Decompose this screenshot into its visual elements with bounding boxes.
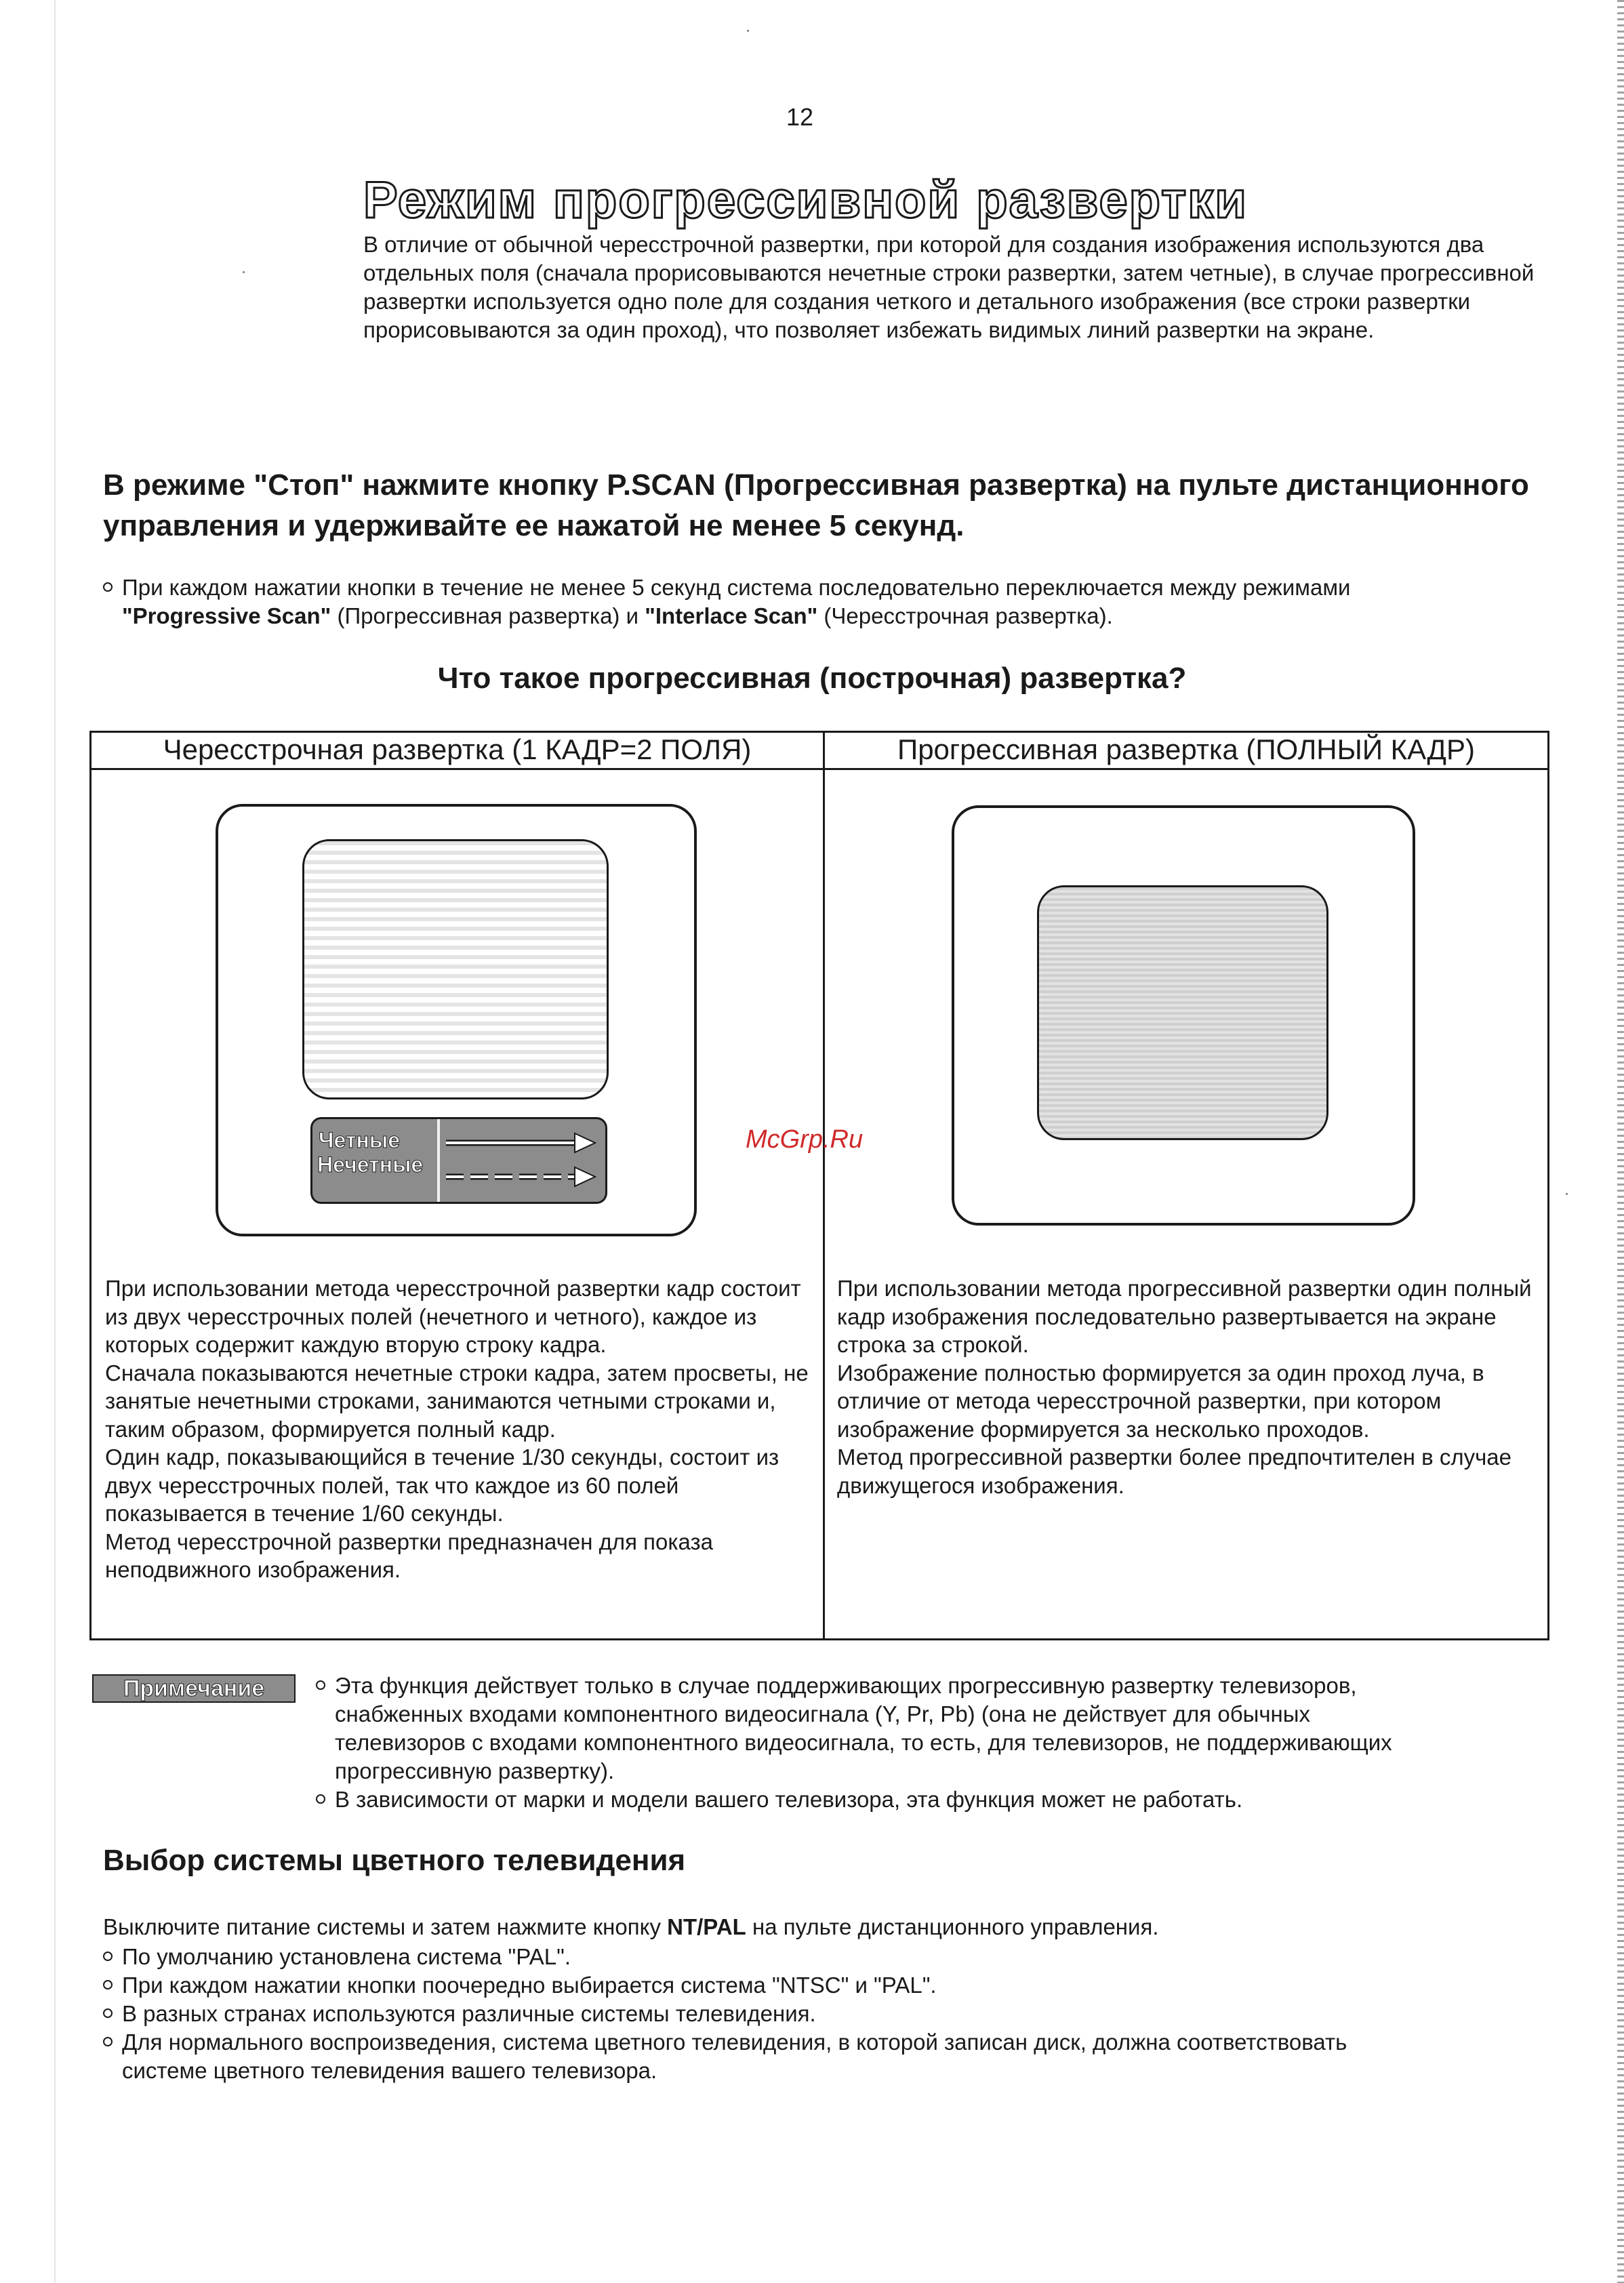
bullet-pscan — [103, 573, 1560, 630]
interlace-text-4: Метод чересстрочной развертки предназначен для показа неподвижного изображения. — [105, 1529, 714, 1582]
legend-divider — [437, 1119, 440, 1202]
color-system-title: Выбор системы цветного телевидения — [103, 1844, 686, 1877]
scan-speck — [1566, 1193, 1568, 1195]
bullet-icon — [316, 1680, 325, 1690]
progressive-scan-label: "Progressive Scan" — [122, 603, 331, 628]
intro-paragraph: В отличие от обычной чересстрочной развертки, при которой для создания изображения используются два отдельных поля (сначала прорисовываются нечетные строки развертки, затем четные), в случае прогрессивной развертки используется одно поле для создания четкого и детального изображения (все строки развертки прорисовываются за один проход), что позволяет избежать видимых линий развертки на экране. — [363, 232, 1535, 342]
bullet-icon — [103, 582, 113, 592]
note-item-1-line-4: прогрессивную развертку). — [335, 1758, 615, 1783]
scan-arrows — [442, 1123, 605, 1200]
color-item-4-line-1: Для нормального воспроизведения, система цветного телевидения, в которой записан диск, должна соответствовать — [122, 2029, 1347, 2055]
note-label: Примечание — [92, 1674, 296, 1703]
interlace-scan-label: "Interlace Scan" — [645, 603, 818, 628]
table-header-divider — [89, 768, 1549, 770]
bullet-icon — [103, 2008, 113, 2018]
progressive-description — [837, 1274, 1535, 1499]
note-item-2: В зависимости от марки и модели вашего телевизора, эта функция может не работать. — [335, 1787, 1243, 1812]
color-item-1: По умолчанию установлена система "PAL". — [122, 1944, 571, 1969]
interlace-text-3: Один кадр, показывающийся в течение 1/30 секунды, состоит из двух чересстрочных полей, так что каждое из 60 полей показывается в течение 1/60 секунды. — [105, 1444, 779, 1526]
color-intro-text-2: на пульте дистанционного управления. — [746, 1914, 1159, 1939]
bullet-pscan-text-2: (Прогрессивная развертка) и — [331, 603, 645, 628]
note-item-1-line-2: снабженных входами компонентного видеосигнала (Y, Pr, Pb) (она не действует для обычных — [335, 1701, 1310, 1726]
color-system-intro — [103, 1913, 1560, 1941]
color-item-4-line-2: системе цветного телевидения вашего телевизора. — [122, 2058, 657, 2083]
bullet-icon — [103, 1980, 113, 1989]
interlace-description — [105, 1274, 810, 1584]
table-header-interlace: Чересстрочная развертка (1 КАДР=2 ПОЛЯ) — [163, 733, 752, 765]
interlace-text-2: Сначала показываются нечетные строки кадра, затем просветы, не занятые нечетными строками, занимаются четными строками и, таким образом, формируется полный кадр. — [105, 1360, 809, 1442]
legend-even-label: Четные — [319, 1128, 400, 1152]
scan-speck — [243, 271, 245, 273]
legend-odd-label: Нечетные — [317, 1152, 424, 1177]
scan-shadow-left — [54, 0, 56, 2283]
color-item-3: В разных странах используются различные системы телевидения. — [122, 2001, 816, 2026]
progressive-text-3: Метод прогрессивной развертки более предпочтителен в случае движущегося изображения. — [837, 1444, 1511, 1498]
interlace-text-1: При использовании метода чересстрочной развертки кадр состоит из двух чересстрочных полей (нечетного и четного), каждое из которых содержит каждую вторую строку кадра. — [105, 1276, 801, 1357]
arrow-odd-dashed — [446, 1167, 595, 1186]
progressive-text-2: Изображение полностью формируется за один проход луча, в отличие от метода чересстрочной развертки, при котором изображение формируется за несколько проходов. — [837, 1360, 1484, 1442]
arrow-even-solid — [446, 1133, 595, 1152]
bullet-icon — [316, 1794, 325, 1804]
section-title-what-is: Что такое прогрессивная (построчная) развертка? — [437, 662, 1187, 695]
page-title: Режим прогрессивной развертки — [363, 171, 1249, 229]
bullet-icon — [103, 2037, 113, 2046]
note-list — [316, 1672, 1563, 1814]
table-header-progressive: Прогрессивная развертка (ПОЛНЫЙ КАДР) — [897, 733, 1475, 765]
scan-speck — [747, 30, 749, 32]
bullet-pscan-text: При каждом нажатии кнопки в течение не менее 5 секунд система последовательно переключается между режимами — [122, 575, 1351, 600]
scan-shadow-right — [1617, 0, 1624, 2283]
note-item-1-line-3: телевизоров с входами компонентного видеосигнала, то есть, для телевизоров, не поддерживающих — [335, 1730, 1392, 1755]
watermark: McGrp.Ru — [746, 1125, 864, 1154]
page-number: 12 — [786, 103, 814, 131]
color-item-2: При каждом нажатии кнопки поочередно выбирается система "NTSC" и "PAL". — [122, 1973, 937, 1998]
bullet-pscan-text-3: (Чересстрочная развертка). — [817, 603, 1113, 628]
color-system-list — [103, 1943, 1560, 2085]
progressive-text-1: При использовании метода прогрессивной развертки один полный кадр изображения последовательно развертывается на экране строка за строкой. — [837, 1276, 1532, 1357]
color-intro-text-1: Выключите питание системы и затем нажмите кнопку — [103, 1914, 668, 1939]
note-item-1-line-1: Эта функция действует только в случае поддерживающих прогрессивную развертку телевизоров, — [335, 1673, 1357, 1698]
tv-screen-interlace — [302, 839, 609, 1099]
instruction-heading: В режиме "Стоп" нажмите кнопку P.SCAN (Прогрессивная развертка) на пульте дистанционного управления и удерживайте ее нажатой не менее 5 секунд. — [103, 468, 1529, 542]
tv-screen-progressive — [1037, 885, 1328, 1140]
table-column-divider — [823, 731, 825, 1640]
nt-pal-button-label: NT/PAL — [667, 1914, 746, 1939]
bullet-icon — [103, 1952, 113, 1961]
